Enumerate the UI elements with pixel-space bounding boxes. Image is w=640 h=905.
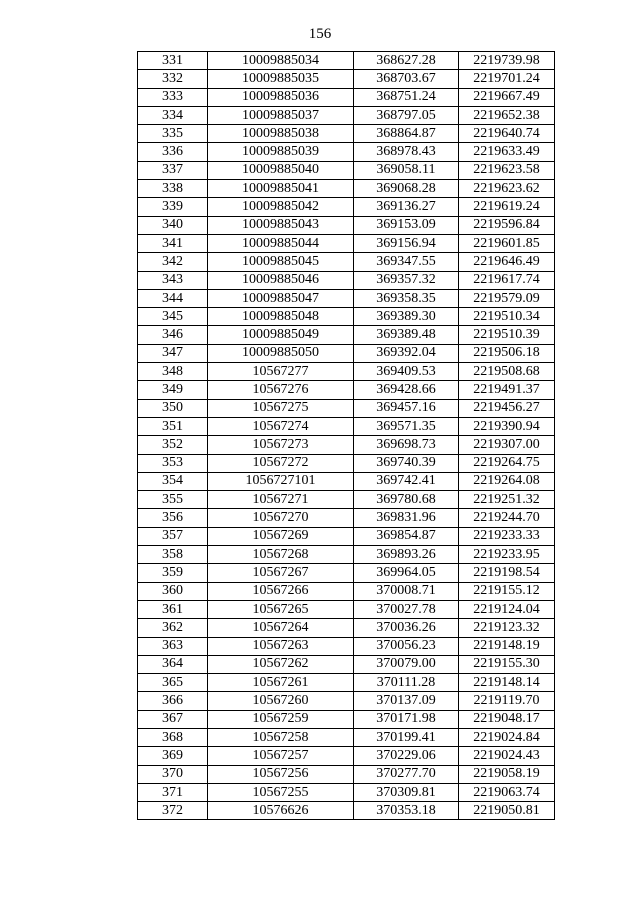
table-row [138, 692, 555, 710]
point-id-cell: 10009885034 [208, 52, 354, 70]
x-coordinate-cell: 369347.55 [354, 253, 459, 271]
x-coordinate-cell: 368627.28 [354, 52, 459, 70]
point-id-cell: 10009885038 [208, 125, 354, 143]
x-coordinate-cell: 369058.11 [354, 161, 459, 179]
x-coordinate-cell: 368703.67 [354, 70, 459, 88]
x-coordinate-cell: 369358.35 [354, 289, 459, 307]
row-index-cell: 372 [138, 802, 208, 820]
table-row [138, 161, 555, 179]
x-coordinate-cell: 369698.73 [354, 436, 459, 454]
row-index-cell: 367 [138, 710, 208, 728]
table-row [138, 765, 555, 783]
x-coordinate-cell: 370056.23 [354, 637, 459, 655]
point-id-cell: 10567267 [208, 564, 354, 582]
row-index-cell: 361 [138, 600, 208, 618]
y-coordinate-cell: 2219623.62 [459, 180, 555, 198]
row-index-cell: 345 [138, 308, 208, 326]
x-coordinate-cell: 369409.53 [354, 363, 459, 381]
point-id-cell: 10009885043 [208, 216, 354, 234]
y-coordinate-cell: 2219063.74 [459, 783, 555, 801]
table-row [138, 527, 555, 545]
table-row [138, 234, 555, 252]
point-id-cell: 10009885048 [208, 308, 354, 326]
row-index-cell: 356 [138, 509, 208, 527]
x-coordinate-cell: 369457.16 [354, 399, 459, 417]
point-id-cell: 10567271 [208, 491, 354, 509]
x-coordinate-cell: 369854.87 [354, 527, 459, 545]
point-id-cell: 10009885050 [208, 344, 354, 362]
row-index-cell: 348 [138, 363, 208, 381]
x-coordinate-cell: 370079.00 [354, 655, 459, 673]
row-index-cell: 368 [138, 728, 208, 746]
point-id-cell: 10567262 [208, 655, 354, 673]
x-coordinate-cell: 369893.26 [354, 546, 459, 564]
y-coordinate-cell: 2219264.08 [459, 472, 555, 490]
table-row [138, 106, 555, 124]
row-index-cell: 332 [138, 70, 208, 88]
table-row [138, 88, 555, 106]
point-id-cell: 10009885040 [208, 161, 354, 179]
point-id-cell: 10009885049 [208, 326, 354, 344]
x-coordinate-cell: 369136.27 [354, 198, 459, 216]
row-index-cell: 338 [138, 180, 208, 198]
x-coordinate-cell: 369389.48 [354, 326, 459, 344]
row-index-cell: 362 [138, 619, 208, 637]
row-index-cell: 333 [138, 88, 208, 106]
point-id-cell: 10567257 [208, 747, 354, 765]
table-row [138, 546, 555, 564]
table-row [138, 472, 555, 490]
y-coordinate-cell: 2219307.00 [459, 436, 555, 454]
x-coordinate-cell: 369153.09 [354, 216, 459, 234]
table-row [138, 143, 555, 161]
row-index-cell: 359 [138, 564, 208, 582]
x-coordinate-cell: 370171.98 [354, 710, 459, 728]
x-coordinate-cell: 369964.05 [354, 564, 459, 582]
x-coordinate-cell: 370199.41 [354, 728, 459, 746]
row-index-cell: 371 [138, 783, 208, 801]
table-row [138, 747, 555, 765]
row-index-cell: 340 [138, 216, 208, 234]
y-coordinate-cell: 2219640.74 [459, 125, 555, 143]
row-index-cell: 365 [138, 674, 208, 692]
row-index-cell: 364 [138, 655, 208, 673]
y-coordinate-cell: 2219701.24 [459, 70, 555, 88]
point-id-cell: 10567270 [208, 509, 354, 527]
x-coordinate-cell: 369156.94 [354, 234, 459, 252]
y-coordinate-cell: 2219148.19 [459, 637, 555, 655]
row-index-cell: 357 [138, 527, 208, 545]
row-index-cell: 334 [138, 106, 208, 124]
row-index-cell: 349 [138, 381, 208, 399]
point-id-cell: 10009885045 [208, 253, 354, 271]
point-id-cell: 10009885044 [208, 234, 354, 252]
row-index-cell: 350 [138, 399, 208, 417]
page-number: 156 [308, 26, 332, 42]
point-id-cell: 10009885041 [208, 180, 354, 198]
x-coordinate-cell: 369392.04 [354, 344, 459, 362]
table-row [138, 253, 555, 271]
table-row [138, 308, 555, 326]
table-row [138, 491, 555, 509]
y-coordinate-cell: 2219619.24 [459, 198, 555, 216]
y-coordinate-cell: 2219633.49 [459, 143, 555, 161]
y-coordinate-cell: 2219244.70 [459, 509, 555, 527]
y-coordinate-cell: 2219233.33 [459, 527, 555, 545]
y-coordinate-cell: 2219510.39 [459, 326, 555, 344]
y-coordinate-cell: 2219510.34 [459, 308, 555, 326]
table-row [138, 710, 555, 728]
row-index-cell: 347 [138, 344, 208, 362]
y-coordinate-cell: 2219119.70 [459, 692, 555, 710]
point-id-cell: 10009885039 [208, 143, 354, 161]
point-id-cell: 10567265 [208, 600, 354, 618]
point-id-cell: 10567259 [208, 710, 354, 728]
table-row [138, 564, 555, 582]
row-index-cell: 358 [138, 546, 208, 564]
x-coordinate-cell: 368797.05 [354, 106, 459, 124]
y-coordinate-cell: 2219050.81 [459, 802, 555, 820]
y-coordinate-cell: 2219123.32 [459, 619, 555, 637]
y-coordinate-cell: 2219506.18 [459, 344, 555, 362]
row-index-cell: 366 [138, 692, 208, 710]
y-coordinate-cell: 2219024.84 [459, 728, 555, 746]
table-row [138, 52, 555, 70]
x-coordinate-cell: 370027.78 [354, 600, 459, 618]
point-id-cell: 10567277 [208, 363, 354, 381]
x-coordinate-cell: 368864.87 [354, 125, 459, 143]
row-index-cell: 353 [138, 454, 208, 472]
point-id-cell: 10009885047 [208, 289, 354, 307]
y-coordinate-cell: 2219024.43 [459, 747, 555, 765]
point-id-cell: 10009885037 [208, 106, 354, 124]
y-coordinate-cell: 2219155.12 [459, 582, 555, 600]
row-index-cell: 370 [138, 765, 208, 783]
table-row [138, 619, 555, 637]
row-index-cell: 336 [138, 143, 208, 161]
y-coordinate-cell: 2219596.84 [459, 216, 555, 234]
row-index-cell: 369 [138, 747, 208, 765]
y-coordinate-cell: 2219617.74 [459, 271, 555, 289]
point-id-cell: 10567255 [208, 783, 354, 801]
x-coordinate-cell: 369068.28 [354, 180, 459, 198]
table-row [138, 326, 555, 344]
row-index-cell: 352 [138, 436, 208, 454]
y-coordinate-cell: 2219124.04 [459, 600, 555, 618]
point-id-cell: 1056727101 [208, 472, 354, 490]
table-row [138, 674, 555, 692]
table-row [138, 70, 555, 88]
table-row [138, 600, 555, 618]
row-index-cell: 343 [138, 271, 208, 289]
y-coordinate-cell: 2219148.14 [459, 674, 555, 692]
table-row [138, 381, 555, 399]
y-coordinate-cell: 2219456.27 [459, 399, 555, 417]
table-body [138, 52, 555, 820]
point-id-cell: 10567274 [208, 417, 354, 435]
point-id-cell: 10567263 [208, 637, 354, 655]
point-id-cell: 10009885036 [208, 88, 354, 106]
table-row [138, 417, 555, 435]
point-id-cell: 10567268 [208, 546, 354, 564]
point-id-cell: 10567266 [208, 582, 354, 600]
row-index-cell: 363 [138, 637, 208, 655]
x-coordinate-cell: 369357.32 [354, 271, 459, 289]
y-coordinate-cell: 2219646.49 [459, 253, 555, 271]
y-coordinate-cell: 2219390.94 [459, 417, 555, 435]
x-coordinate-cell: 369742.41 [354, 472, 459, 490]
table-row [138, 198, 555, 216]
x-coordinate-cell: 368751.24 [354, 88, 459, 106]
x-coordinate-cell: 370309.81 [354, 783, 459, 801]
table-row [138, 363, 555, 381]
table-row [138, 802, 555, 820]
table-row [138, 289, 555, 307]
table-row [138, 399, 555, 417]
point-id-cell: 10567256 [208, 765, 354, 783]
table-row [138, 436, 555, 454]
x-coordinate-cell: 370137.09 [354, 692, 459, 710]
row-index-cell: 341 [138, 234, 208, 252]
table-row [138, 728, 555, 746]
point-id-cell: 10009885042 [208, 198, 354, 216]
row-index-cell: 331 [138, 52, 208, 70]
x-coordinate-cell: 370229.06 [354, 747, 459, 765]
point-id-cell: 10567264 [208, 619, 354, 637]
table-row [138, 180, 555, 198]
x-coordinate-cell: 369740.39 [354, 454, 459, 472]
table-row [138, 783, 555, 801]
y-coordinate-cell: 2219048.17 [459, 710, 555, 728]
point-id-cell: 10567276 [208, 381, 354, 399]
y-coordinate-cell: 2219251.32 [459, 491, 555, 509]
row-index-cell: 360 [138, 582, 208, 600]
x-coordinate-cell: 370277.70 [354, 765, 459, 783]
y-coordinate-cell: 2219623.58 [459, 161, 555, 179]
point-id-cell: 10567272 [208, 454, 354, 472]
row-index-cell: 346 [138, 326, 208, 344]
x-coordinate-cell: 369571.35 [354, 417, 459, 435]
y-coordinate-cell: 2219739.98 [459, 52, 555, 70]
y-coordinate-cell: 2219491.37 [459, 381, 555, 399]
table-row [138, 344, 555, 362]
table-row [138, 637, 555, 655]
point-id-cell: 10567261 [208, 674, 354, 692]
row-index-cell: 351 [138, 417, 208, 435]
row-index-cell: 344 [138, 289, 208, 307]
table-row [138, 271, 555, 289]
row-index-cell: 337 [138, 161, 208, 179]
table-row [138, 125, 555, 143]
row-index-cell: 342 [138, 253, 208, 271]
x-coordinate-cell: 369389.30 [354, 308, 459, 326]
coordinates-table [137, 51, 555, 820]
y-coordinate-cell: 2219058.19 [459, 765, 555, 783]
y-coordinate-cell: 2219667.49 [459, 88, 555, 106]
x-coordinate-cell: 370111.28 [354, 674, 459, 692]
point-id-cell: 10567258 [208, 728, 354, 746]
point-id-cell: 10576626 [208, 802, 354, 820]
x-coordinate-cell: 368978.43 [354, 143, 459, 161]
row-index-cell: 335 [138, 125, 208, 143]
table-row [138, 454, 555, 472]
point-id-cell: 10567275 [208, 399, 354, 417]
y-coordinate-cell: 2219508.68 [459, 363, 555, 381]
point-id-cell: 10009885035 [208, 70, 354, 88]
y-coordinate-cell: 2219264.75 [459, 454, 555, 472]
point-id-cell: 10009885046 [208, 271, 354, 289]
x-coordinate-cell: 369780.68 [354, 491, 459, 509]
row-index-cell: 339 [138, 198, 208, 216]
x-coordinate-cell: 369831.96 [354, 509, 459, 527]
point-id-cell: 10567269 [208, 527, 354, 545]
table-row [138, 509, 555, 527]
point-id-cell: 10567273 [208, 436, 354, 454]
y-coordinate-cell: 2219601.85 [459, 234, 555, 252]
x-coordinate-cell: 370353.18 [354, 802, 459, 820]
y-coordinate-cell: 2219652.38 [459, 106, 555, 124]
x-coordinate-cell: 370036.26 [354, 619, 459, 637]
row-index-cell: 355 [138, 491, 208, 509]
y-coordinate-cell: 2219155.30 [459, 655, 555, 673]
y-coordinate-cell: 2219579.09 [459, 289, 555, 307]
y-coordinate-cell: 2219233.95 [459, 546, 555, 564]
table-row [138, 582, 555, 600]
row-index-cell: 354 [138, 472, 208, 490]
x-coordinate-cell: 369428.66 [354, 381, 459, 399]
y-coordinate-cell: 2219198.54 [459, 564, 555, 582]
x-coordinate-cell: 370008.71 [354, 582, 459, 600]
table-row [138, 216, 555, 234]
table-row [138, 655, 555, 673]
point-id-cell: 10567260 [208, 692, 354, 710]
